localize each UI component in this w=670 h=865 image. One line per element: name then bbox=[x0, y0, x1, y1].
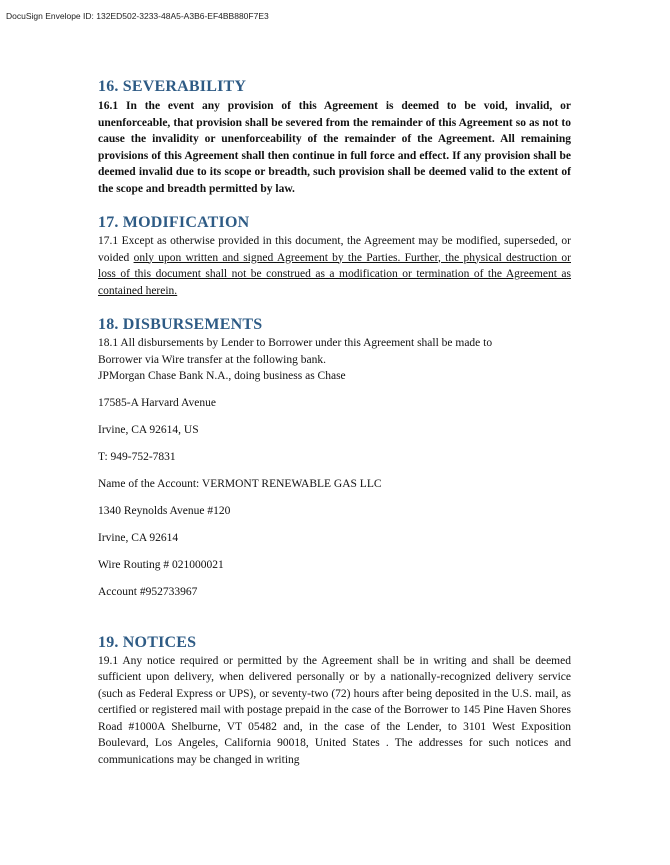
bank-city: Irvine, CA 92614, US bbox=[98, 424, 199, 436]
section-modification bbox=[98, 214, 571, 299]
account-city: Irvine, CA 92614 bbox=[98, 532, 179, 544]
section-disbursements bbox=[98, 316, 571, 601]
section-heading: 17. MODIFICATION bbox=[98, 214, 250, 231]
modification-text-underlined: only upon written and signed Agreement by the Parties. Further, the physical destruction or loss of this document shall not be construed as a modification or termination of the Agreement as contained herein. bbox=[98, 251, 571, 297]
bank-street: 17585-A Harvard Avenue bbox=[98, 397, 216, 409]
bank-name: JPMorgan Chase Bank N.A., doing business as Chase bbox=[98, 370, 346, 382]
document-body bbox=[98, 78, 571, 768]
section-text: 16.1 In the event any provision of this Agreement is deemed to be void, invalid, or unenforceable, that provision shall be severed from the remainder of this Agreement so as not to cause the invalidity or unenforceability of the remainder of the Agreement. All remaining provisions of this Agreement shall then continue in full force and effect. If any provision shall be deemed invalid due to its scope or breadth, such provision shall be deemed valid to the extent of the scope and breadth permitted by law. bbox=[98, 100, 571, 195]
account-street: 1340 Reynolds Avenue #120 bbox=[98, 505, 231, 517]
disbursement-intro-line-2: Borrower via Wire transfer at the following bank. bbox=[98, 353, 326, 366]
modification-text-plain: 17.1 Except as otherwise provided in this document, the Agreement may be modified, superseded, or voided bbox=[98, 235, 571, 264]
section-severability bbox=[98, 78, 571, 197]
account-name: Name of the Account: VERMONT RENEWABLE GAS LLC bbox=[98, 478, 382, 490]
section-heading: 16. SEVERABILITY bbox=[98, 78, 247, 95]
section-notices bbox=[98, 634, 571, 769]
wire-routing: Wire Routing # 021000021 bbox=[98, 559, 224, 571]
section-text bbox=[98, 233, 571, 299]
section-heading: 18. DISBURSEMENTS bbox=[98, 316, 263, 333]
envelope-id: DocuSign Envelope ID: 132ED502-3233-48A5-A3B6-EF4BB880F7E3 bbox=[6, 11, 269, 21]
account-number: Account #952733967 bbox=[98, 586, 198, 598]
bank-phone: T: 949-752-7831 bbox=[98, 451, 176, 463]
section-heading: 19. NOTICES bbox=[98, 633, 197, 651]
disbursement-intro-line-1: 18.1 All disbursements by Lender to Borrower under this Agreement shall be made to bbox=[98, 337, 493, 349]
section-text: 19.1 Any notice required or permitted by the Agreement shall be in writing and shall be deemed sufficient upon delivery, when delivered personally or by a nationally-recognized delivery service (such as Federal Express or UPS), or seventy-two (72) hours after being deposited in the U.S. mail, as certified or registered mail with postage prepaid in the case of the Borrower to 145 Pine Haven Shores Road #1000A Shelburne, VT 05482 and, in the case of the Lender, to 3101 West Exposition Boulevard, Los Angeles, California 90018, United States . The addresses for such notices and communications may be changed in writing bbox=[98, 654, 571, 766]
